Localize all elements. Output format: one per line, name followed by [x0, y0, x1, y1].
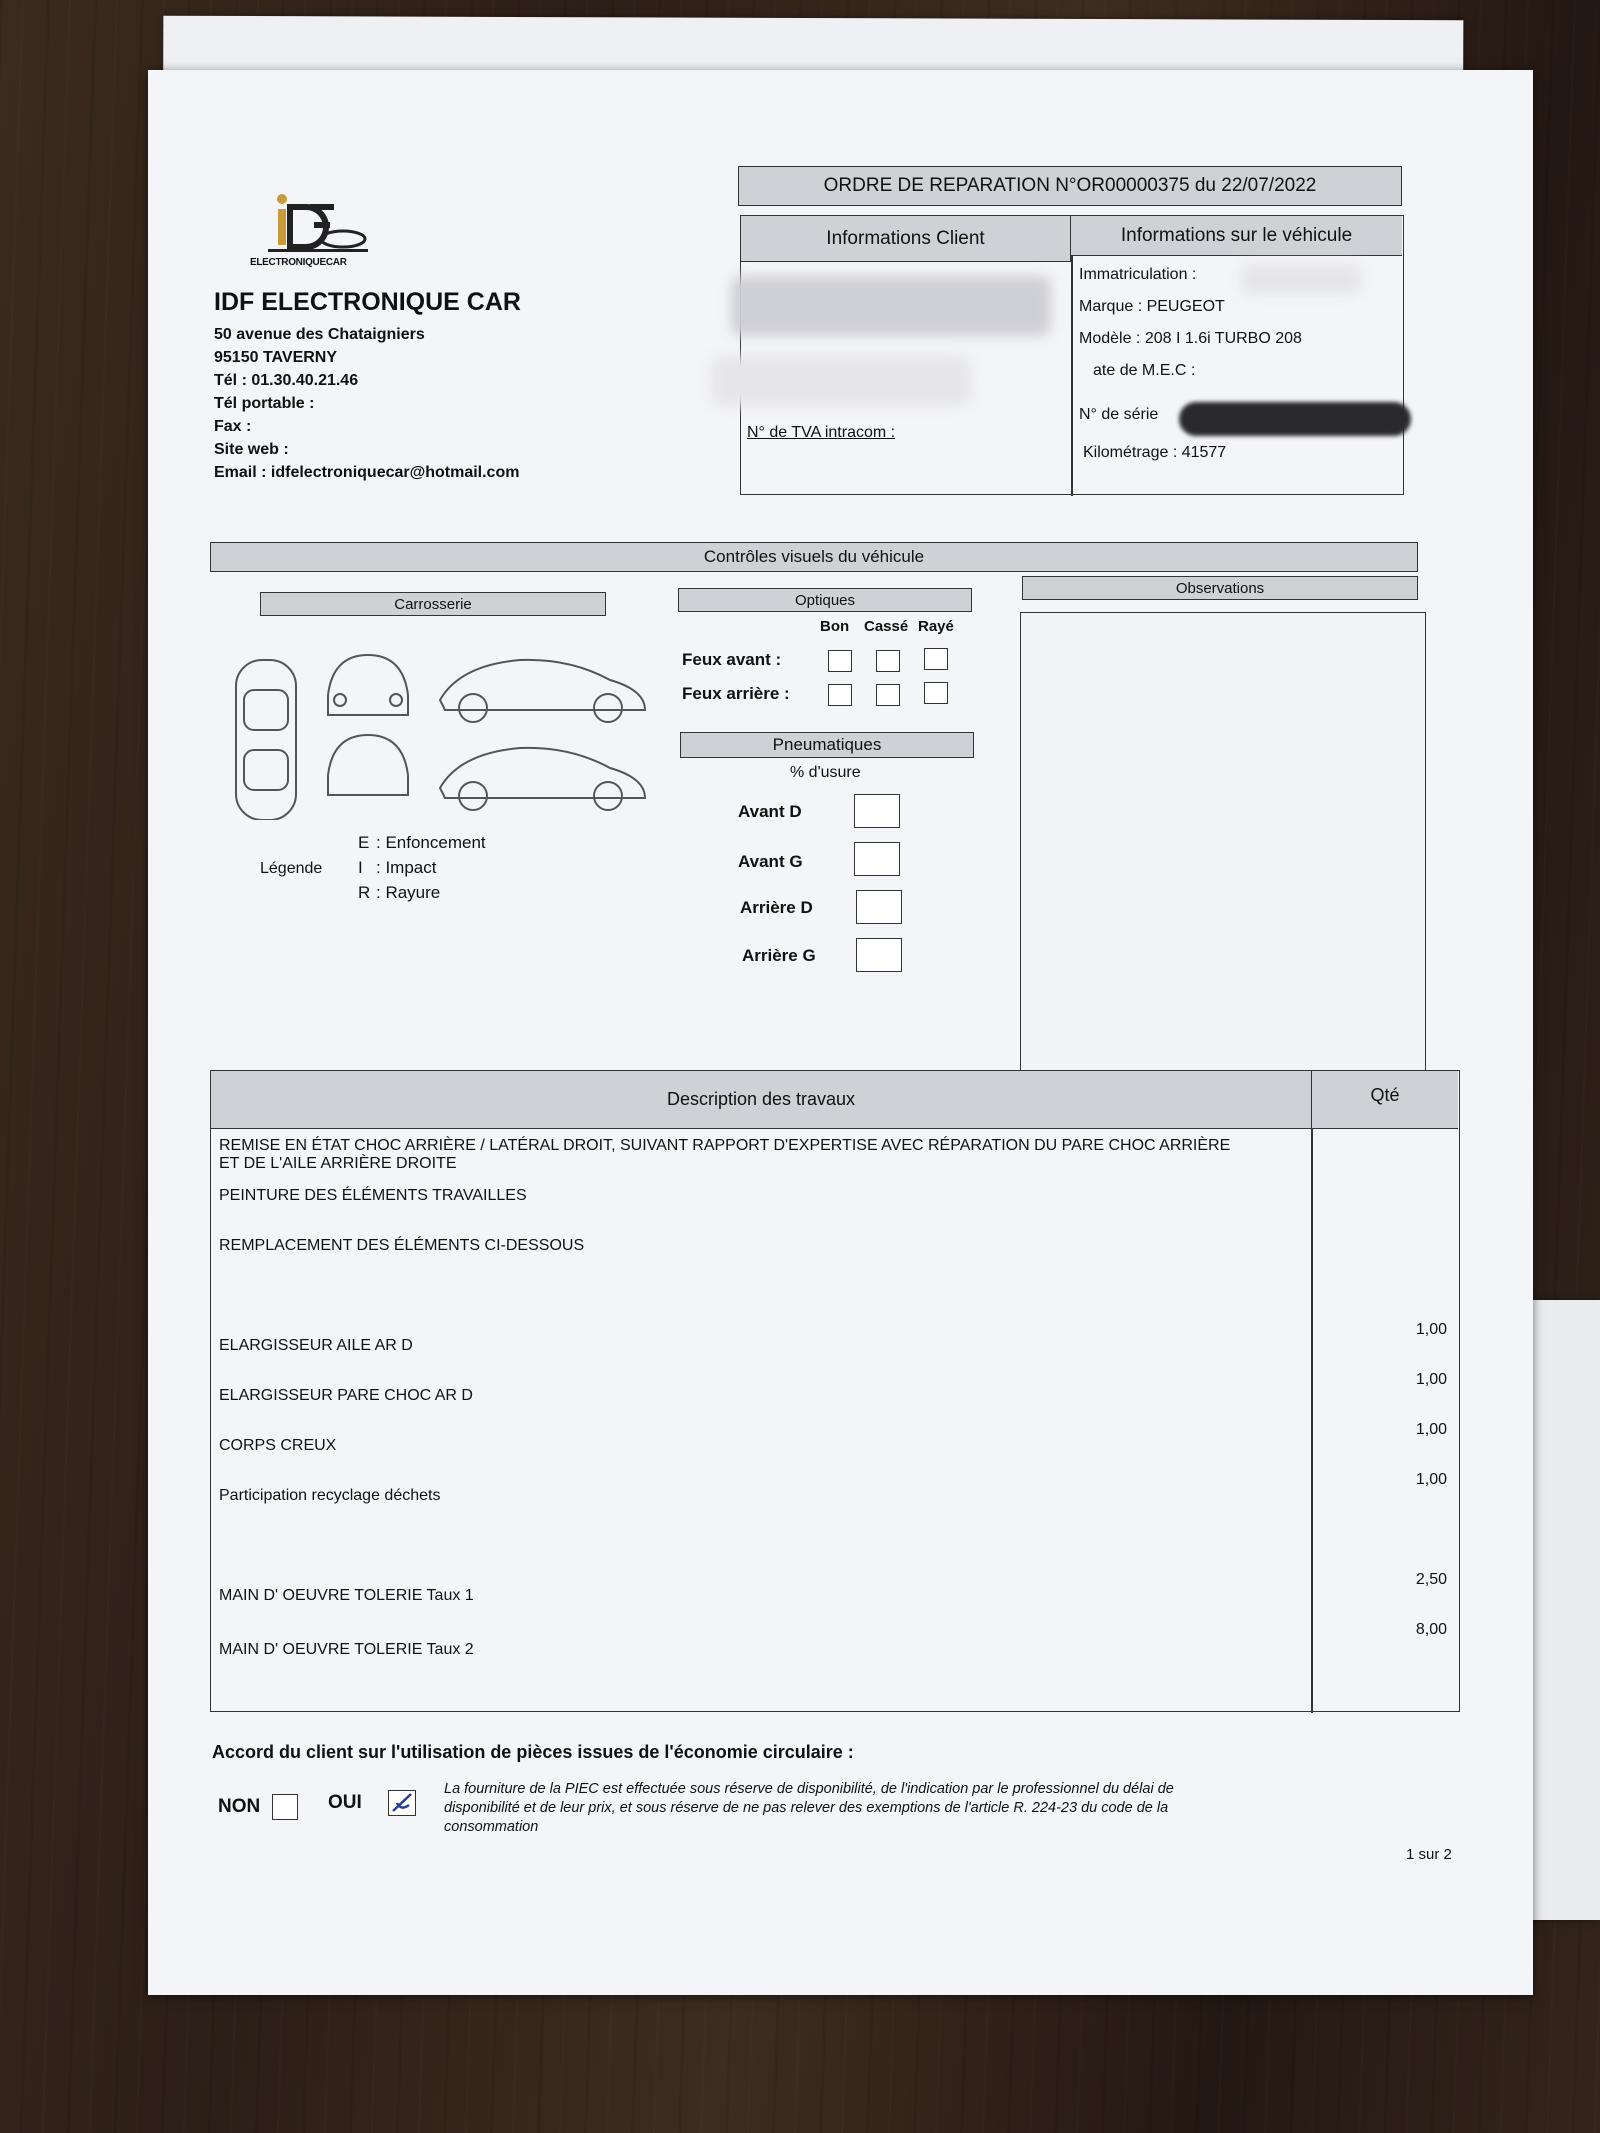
car-diagram-graphic [228, 650, 668, 820]
address-line-2: 95150 TAVERNY [214, 349, 338, 366]
car-rear-view [328, 735, 408, 795]
address-line-1: 50 avenue des Chataigniers [214, 326, 425, 343]
avant-g-wear-field[interactable] [854, 842, 900, 876]
vehicle-info-header: Informations sur le véhicule [1071, 216, 1402, 256]
company-fax: Fax : [214, 418, 252, 435]
feux-avant-raye-checkbox[interactable] [924, 648, 948, 670]
company-email: Email : idfelectroniquecar@hotmail.com [214, 464, 520, 481]
oui-checkbox[interactable] [388, 1790, 416, 1816]
feux-arriere-label: Feux arrière : [682, 684, 790, 703]
accord-note [444, 1780, 1174, 1837]
legend-text: : Impact [376, 858, 437, 877]
legend-list [358, 830, 486, 905]
non-label: NON [218, 1796, 261, 1817]
legend-text: : Enfoncement [376, 833, 486, 852]
work-line-3: PEINTURE DES ÉLÉMENTS TRAVAILLES [219, 1187, 527, 1204]
arriere-g-label: Arrière G [742, 946, 816, 965]
qty-line-7: 1,00 [1415, 1421, 1447, 1438]
qty-line-6: 1,00 [1415, 1371, 1447, 1388]
work-line-9: MAIN D' OEUVRE TOLERIE Taux 1 [219, 1587, 474, 1604]
usure-label: % d'usure [790, 764, 861, 781]
car-top-view [236, 660, 296, 820]
work-line-4: REMPLACEMENT DES ÉLÉMENTS CI-DESSOUS [219, 1237, 585, 1254]
arriere-d-label: Arrière D [740, 898, 813, 917]
work-line-8: Participation recyclage déchets [219, 1487, 441, 1504]
company-address [214, 323, 519, 484]
desc-header: Description des travaux [211, 1071, 1311, 1129]
col-raye: Rayé [918, 618, 954, 635]
works-table [210, 1070, 1460, 1712]
work-line-5: ELARGISSEUR AILE AR D [219, 1337, 413, 1354]
vehicle-marque: Marque : PEUGEOT [1079, 298, 1225, 315]
legend-text: : Rayure [376, 883, 441, 902]
work-line-6: ELARGISSEUR PARE CHOC AR D [219, 1387, 473, 1404]
work-line-10: MAIN D' OEUVRE TOLERIE Taux 2 [219, 1641, 474, 1658]
company-logo [248, 185, 398, 275]
vehicle-immat: Immatriculation : [1079, 266, 1197, 283]
feux-avant-casse-checkbox[interactable] [876, 650, 900, 672]
oui-label: OUI [328, 1792, 362, 1813]
page-number: 1 sur 2 [1406, 1846, 1452, 1863]
repair-order-page [148, 70, 1533, 1995]
legend-item-e [358, 830, 486, 855]
feux-avant-bon-checkbox[interactable] [828, 650, 852, 672]
vehicle-modele: Modèle : 208 I 1.6i TURBO 208 [1079, 330, 1302, 347]
qty-line-10: 8,00 [1415, 1621, 1447, 1638]
optiques-header: Optiques [678, 588, 972, 612]
legend-letter: R [358, 883, 371, 902]
qty-header: Qté [1311, 1071, 1458, 1129]
feux-arriere-raye-checkbox[interactable] [924, 682, 948, 704]
controls-title: Contrôles visuels du véhicule [210, 542, 1418, 572]
col-bon: Bon [820, 618, 850, 635]
arriere-d-wear-field[interactable] [856, 890, 902, 924]
tva-label: N° de TVA intracom : [747, 424, 896, 441]
observations-header: Observations [1022, 576, 1418, 600]
company-name: IDF ELECTRONIQUE CAR [214, 288, 521, 316]
qty-divider [1311, 1129, 1313, 1713]
legend-item-r [358, 880, 486, 905]
legend-letter: E [358, 833, 370, 852]
feux-arriere-casse-checkbox[interactable] [876, 684, 900, 706]
accord-title: Accord du client sur l'utilisation de pièces issues de l'économie circulaire : [212, 1742, 854, 1762]
check-mark-icon [389, 1791, 415, 1815]
serie-redacted [1179, 402, 1411, 436]
non-checkbox[interactable] [272, 1794, 298, 1820]
immat-redacted [1241, 264, 1361, 294]
vehicle-serie: N° de série [1079, 406, 1159, 423]
company-website: Site web : [214, 441, 289, 458]
feux-avant-label: Feux avant : [682, 650, 782, 669]
logo-subtext: ELECTRONIQUECAR [250, 257, 347, 268]
client-redacted [731, 276, 1051, 336]
info-table [740, 215, 1404, 495]
avant-d-wear-field[interactable] [854, 794, 900, 828]
carrosserie-header: Carrosserie [260, 592, 606, 616]
qty-line-8: 1,00 [1415, 1471, 1447, 1488]
legend-label: Légende [260, 860, 323, 877]
client-info-header: Informations Client [741, 216, 1071, 262]
col-casse: Cassé [864, 618, 909, 635]
car-right-side-view [440, 748, 645, 798]
company-phone: Tél : 01.30.40.21.46 [214, 372, 359, 389]
arriere-g-wear-field[interactable] [856, 938, 902, 972]
legend-letter: I [358, 858, 363, 877]
legend-item-i [358, 855, 486, 880]
accord-note-line-1: La fourniture de la PIEC est effectuée sous réserve de disponibilité, de l'indication par le professionnel du délai de [444, 1781, 1174, 1797]
client-redacted-2 [711, 356, 971, 406]
vehicle-km: Kilométrage : 41577 [1083, 444, 1227, 461]
pneus-header: Pneumatiques [680, 732, 974, 758]
work-line-7: CORPS CREUX [219, 1437, 337, 1454]
accord-note-line-2: disponibilité et de leur prix, et sous réserve de ne pas relever des exemptions de l'article R. 224-23 du code de la [444, 1800, 1169, 1816]
feux-arriere-bon-checkbox[interactable] [828, 684, 852, 706]
car-left-side-view [440, 660, 645, 710]
avant-d-label: Avant D [738, 802, 802, 821]
order-title: ORDRE DE REPARATION N°OR00000375 du 22/07/2022 [738, 166, 1402, 206]
qty-line-9: 2,50 [1415, 1571, 1447, 1588]
vehicle-date-mec: ate de M.E.C : [1093, 362, 1196, 379]
car-diagrams [228, 650, 668, 820]
work-line-2: ET DE L'AILE ARRIÈRE DROITE [219, 1155, 457, 1172]
work-line-1: REMISE EN ÉTAT CHOC ARRIÈRE / LATÉRAL DROIT, SUIVANT RAPPORT D'EXPERTISE AVEC RÉPARATION DU PARE CHOC ARRIÈRE [219, 1137, 1231, 1154]
qty-line-5: 1,00 [1415, 1321, 1447, 1338]
company-mobile: Tél portable : [214, 395, 315, 412]
column-divider [1071, 256, 1073, 496]
observations-field[interactable] [1020, 612, 1426, 1072]
accord-note-line-3: consommation [444, 1819, 539, 1835]
avant-g-label: Avant G [738, 852, 803, 871]
